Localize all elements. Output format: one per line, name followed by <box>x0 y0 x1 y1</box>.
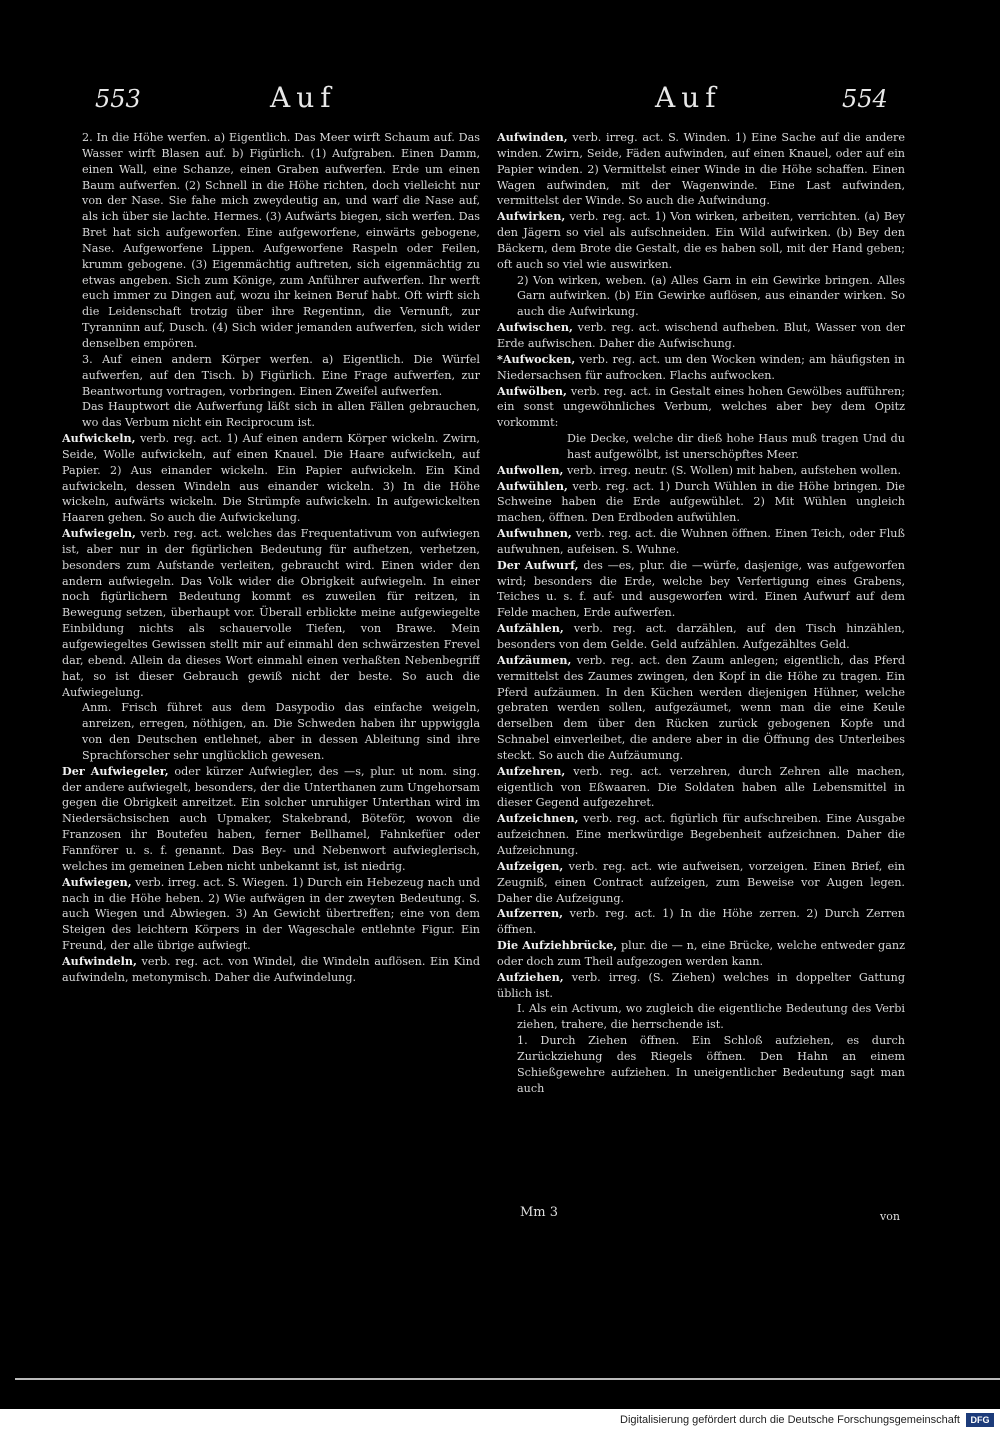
dictionary-entry <box>497 938 905 970</box>
dictionary-entry <box>497 463 905 479</box>
entry-text: 3. Auf einen andern Körper werfen. a) Eigentlich. Die Würfel aufwerfen, auf den Tisch. b) Figürlich. Eine Frage aufwerfen, zur Beantwortung vortragen, vorbringen. Einen Zweifel aufwerfen. <box>82 352 480 398</box>
dictionary-entry <box>62 130 480 352</box>
entry-text: verb. irreg. neutr. (S. Wollen) mit haben, aufstehen wollen. <box>566 463 902 477</box>
dictionary-entry <box>62 954 480 986</box>
entry-headword: Aufwirken, <box>497 209 566 224</box>
entry-text: 2. In die Höhe werfen. a) Eigentlich. Das Meer wirft Schaum auf. Das Wasser wirft Blasen auf. b) Figürlich. (1) Aufgraben. Einen Damm, einen Wall, eine Schanze, einen Graben aufwerfen. Erde um einen Baum aufwerfen. (2) Schnell in die Höhe richten, doch vielleicht nur von der Nase. Sie fahe mich zweydeutig an, und warf die Nase auf, als ich über sie lachte. Hermes. (3) Aufwärts biegen, sich werfen. Das Bret hat sich aufgeworfen. Eine aufgeworfene, einwärts gebogene, Nase. Aufgeworfene Lippen. Aufgeworfene Raspeln oder Feilen, krumm gebogene. (3) Eigenmächtig auftreten, sich eigenmächtig zu etwas angeben. Sich zum Könige, zum Anführer aufwerfen. Ihr werft euch immer zu Dingen auf, wozu ihr keinen Beruf habt. Oft wirft sich die Leidenschaft trotzig über ihre Regentinn, die Vernunft, zur Tyranninn auf, Dusch. (4) Sich wider jemanden aufwerfen, sich wider denselben empören. <box>82 131 480 350</box>
entry-headword: Aufwindeln, <box>62 953 137 968</box>
dictionary-entry <box>497 859 905 907</box>
entry-text: 2) Von wirken, weben. (a) Alles Garn in ein Gewirke bringen. Alles Garn aufwirken. (b) Ein Gewirke auflösen, aus einander wirken. So auch die Aufwirkung. <box>517 273 905 319</box>
dictionary-entry <box>62 352 480 400</box>
dictionary-entry <box>497 621 905 653</box>
catchword: von <box>880 1210 900 1223</box>
dictionary-entry <box>497 130 905 209</box>
right-running-head: Auf <box>655 81 722 114</box>
dictionary-entry <box>497 811 905 859</box>
entry-text: des —es, plur. die —würfe, dasjenige, was aufgeworfen wird; besonders die Erde, welche bey Verfertigung eines Grabens, Teiches u. s. f. auf- und ausgeworfen wird. Einen Aufwurf auf dem Felde machen, Erde aufwerfen. <box>497 558 905 620</box>
entry-text: verb. irreg. act. S. Wiegen. 1) Durch ein Hebezeug nach und nach in die Höhe heben. 2) Wie aufwägen in der zweyten Bedeutung. S. auch Wiegen und Abwiegen. 3) An Gewicht übertreffen; eine von dem Steigen des leichtern Körpers in der Wageschale entlehnte Figur. Ein Freund, der alle übrige aufwiegt. <box>62 875 480 953</box>
dictionary-entry <box>62 875 480 954</box>
entry-headword: Aufwischen, <box>497 320 573 335</box>
left-column <box>62 130 480 1230</box>
entry-text: Die Decke, welche dir dieß hohe Haus muß tragen Und du hast aufgewölbt, ist unerschöpftes Meer. <box>567 432 905 461</box>
dictionary-entry <box>497 479 905 527</box>
entry-text: Anm. Frisch führet aus dem Dasypodio das einfache weigeln, anreizen, erregen, nöthigen, an. Die Schweden haben ihr uppwiggla von den Deutschen entlehnet, aber in dessen Ableitung sind ihre Sprachforscher sehr unglücklich gewesen. <box>82 701 480 762</box>
dictionary-entry <box>62 700 480 763</box>
entry-headword: Aufzeigen, <box>497 858 564 873</box>
entry-text: verb. reg. act. verzehren, durch Zehren alle machen, eigentlich von Eßwaaren. Die Soldaten haben alle Lebensmittel in dieser Gegend aufgezehret. <box>497 764 905 810</box>
entry-text: verb. reg. act. figürlich für aufschreiben. Eine Ausgabe aufzeichnen. Eine merkwürdige Begebenheit aufzeichnen. Daher die Aufzeichnung. <box>497 812 905 857</box>
entry-headword: Aufzäumen, <box>497 652 572 667</box>
entry-headword: Aufzehren, <box>497 763 566 778</box>
dictionary-entry <box>497 558 905 621</box>
entry-headword: Aufwinden, <box>497 130 568 144</box>
entry-headword: Aufzerren, <box>497 906 564 921</box>
entry-text: verb. reg. act. 1) In die Höhe zerren. 2) Durch Zerren öffnen. <box>497 907 905 937</box>
entry-text: verb. irreg. act. S. Winden. 1) Eine Sache auf die andere winden. Zwirn, Seide, Fäden aufwinden, auf einen Knauel, oder auf ein Papier winden. 2) Vermittelst einer Winde in die Höhe schaffen. Einen Wagen aufwinden, mit der Wagenwinde. Eine Last aufwinden, vermittelst der Winde. So auch die Aufwindung. <box>497 131 905 208</box>
dictionary-entry <box>497 352 905 384</box>
entry-text: verb. reg. act. um den Wocken winden; am häufigsten in Niedersachsen für aufrocken. Flachs aufwocken. <box>497 352 905 382</box>
entry-text: verb. reg. act. welches das Frequentativum von aufwiegen ist, aber nur in der figürlichen Bedeutung für aufhetzen, verhetzen, besonders zum Aufstande verleiten, gebraucht wird. Einen wider den andern aufwiegeln. Das Volk wider die Obrigkeit aufwiegeln. In einer noch figürlichern Bedeutung kommt es zuweilen für reitzen, in Bewegung setzen, überhaupt vor. Überall erblickte meine aufgewiegelte Einbildung nichts als schauervolle Tiefen, von Brawe. Mein aufgewiegeltes Gewissen stellt mir auf einmahl den schwärzesten Frevel dar, ebend. Allein da dieses Wort einmahl einen verhaßten Nebenbegriff hat, so ist dieser Gebrauch gewiß nicht der beste. So auch die Aufwiegelung. <box>62 527 480 699</box>
entry-text: verb. reg. act. den Zaum anlegen; eigentlich, das Pferd vermittelst des Zaumes zwingen, den Kopf in die Höhe zu tragen. Ein Pferd aufzäumen. In den Küchen werden diejenigen Hühner, welche gebraten werden sollen, aufgezäumet, wenn man die eine Keule derselben dem über den Rücken zurück gebogenen Kopfe und Schnabel einverleibet, die andere aber in die Öffnung des Unterleibes steckt. So auch die Aufzäumung. <box>497 653 905 762</box>
entry-headword: *Aufwocken, <box>497 351 576 366</box>
entry-text: verb. reg. act. in Gestalt eines hohen Gewölbes aufführen; ein sonst ungewöhnliches Verbum, welches aber bey dem Opitz vorkommt: <box>497 384 905 430</box>
entry-headword: Aufwickeln, <box>62 431 136 446</box>
dictionary-entry <box>497 653 905 764</box>
entry-headword: Aufwiegen, <box>62 874 132 889</box>
entry-headword: Aufwiegeln, <box>62 526 136 541</box>
entry-text: verb. reg. act. von Windel, die Windeln auflösen. Ein Kind aufwindeln, metonymisch. Daher die Aufwindelung. <box>62 954 480 984</box>
entry-text: verb. reg. act. 1) Von wirken, arbeiten, verrichten. (a) Bey den Jägern so viel als aufschneiden. Ein Wild aufwirken. (b) Bey den Bäckern, dem Brote die Gestalt, die es haben soll, mit der Hand geben; oft auch so viel wie auswirken. <box>497 210 905 271</box>
left-page-number: 553 <box>95 85 141 113</box>
entry-text: verb. reg. act. 1) Durch Wühlen in die Höhe bringen. Die Schweine haben die Erde aufgewühlet. 2) Mit Wühlen ungleich machen, öffnen. Den Erdboden aufwühlen. <box>497 479 905 525</box>
bottom-rule <box>15 1378 1000 1380</box>
entry-text: verb. irreg. (S. Ziehen) welches in doppelter Gattung üblich ist. <box>497 970 905 1000</box>
dictionary-entry <box>62 399 480 431</box>
entry-headword: Aufwollen, <box>497 462 564 477</box>
entry-headword: Der Aufwiegeler, <box>62 763 169 778</box>
entry-headword: Der Aufwurf, <box>497 557 579 572</box>
right-page-number: 554 <box>842 85 888 113</box>
left-running-head: Auf <box>270 81 337 114</box>
entry-text: verb. reg. act. darzählen, auf den Tisch hinzählen, besonders von dem Gelde. Geld aufzählen. Aufgezähltes Geld. <box>497 622 905 651</box>
entry-text: 1. Durch Ziehen öffnen. Ein Schloß aufziehen, es durch Zurückziehung des Riegels öffnen. Den Hahn an einem Schießgewehre aufziehen. In uneigentlicher Bedeutung sagt man auch <box>517 1034 905 1095</box>
entry-text: verb. reg. act. 1) Auf einen andern Körper wickeln. Zwirn, Seide, Wolle aufwickeln, auf einen Knauel. Die Haare aufwickeln, auf Papier. 2) Aus einander wickeln. Ein Papier aufwickeln. Ein Kind aufwickeln, dessen Windeln aus einander wickeln. 3) In die Höhe wickeln, aufwärts wickeln. Die Strümpfe aufwickeln. In aufgewickelten Haaren gehen. So auch die Aufwickelung. <box>62 432 480 525</box>
entry-headword: Aufziehen, <box>497 969 564 984</box>
right-column <box>497 130 905 1230</box>
entry-headword: Aufzählen, <box>497 621 564 636</box>
dictionary-entry <box>497 273 905 321</box>
entry-text: verb. reg. act. wischend aufheben. Blut, Wasser von der Erde aufwischen. Daher die Aufwischung. <box>497 321 905 350</box>
dictionary-entry <box>497 320 905 352</box>
dictionary-entry <box>62 526 480 700</box>
entry-text: verb. reg. act. wie aufweisen, vorzeigen. Einen Brief, ein Zeugniß, einen Contract aufzeigen, zum Beweise vor Augen legen. Daher die Aufzeigung. <box>497 859 905 905</box>
dictionary-entry <box>497 209 905 272</box>
entry-text: plur. die — n, eine Brücke, welche entweder ganz oder doch zum Theil aufgezogen werden kann. <box>497 939 905 968</box>
entry-text: Das Hauptwort die Aufwerfung läßt sich in allen Fällen gebrauchen, wo das Verbum nicht ein Reciprocum ist. <box>82 400 480 430</box>
entry-headword: Aufwühlen, <box>497 478 568 493</box>
dictionary-entry <box>497 970 905 1002</box>
dictionary-entry <box>62 431 480 526</box>
signature-mark: Mm 3 <box>520 1205 559 1220</box>
entry-headword: Die Aufziehbrücke, <box>497 938 618 953</box>
entry-headword: Aufzeichnen, <box>497 811 579 826</box>
entry-text: I. Als ein Activum, wo zugleich die eigentliche Bedeutung des Verbi ziehen, trahere, die herrschende ist. <box>517 1002 905 1032</box>
footer-bar <box>0 1409 1000 1432</box>
dictionary-entry <box>497 906 905 938</box>
dfg-logo: DFG <box>966 1413 994 1427</box>
entry-headword: Aufwuhnen, <box>497 526 572 541</box>
dictionary-entry <box>62 764 480 875</box>
entry-headword: Aufwölben, <box>497 383 567 398</box>
dictionary-entry <box>497 431 905 463</box>
entry-text: verb. reg. act. die Wuhnen öffnen. Einen Teich, oder Fluß aufwuhnen, aufeisen. S. Wuhne. <box>497 527 905 556</box>
footer-credit: Digitalisierung gefördert durch die Deutsche Forschungsgemeinschaft <box>620 1414 960 1426</box>
page-header <box>0 81 1000 125</box>
dictionary-entry <box>497 526 905 558</box>
dictionary-entry <box>497 764 905 812</box>
dictionary-entry <box>497 1033 905 1096</box>
dictionary-entry <box>497 384 905 432</box>
entry-text: oder kürzer Aufwiegler, des —s, plur. ut nom. sing. der andere aufwiegelt, besonders, der die Unterthanen zum Ungehorsam gegen die Obrigkeit anreitzet. Ein solcher unruhiger Unterthan wird im Niedersächsischen auch Upmaker, Stakebrand, Böteför, wovon die Franzosen ihr Boutefeu haben, ferner Bellhamel, Fahnkefüer oder Fannförer u. s. f. genannt. Das Bey- und Nebenwort aufwieglerisch, welches im gemeinen Leben nicht unbekannt ist, ist niedrig. <box>62 764 480 873</box>
dictionary-entry <box>497 1001 905 1033</box>
